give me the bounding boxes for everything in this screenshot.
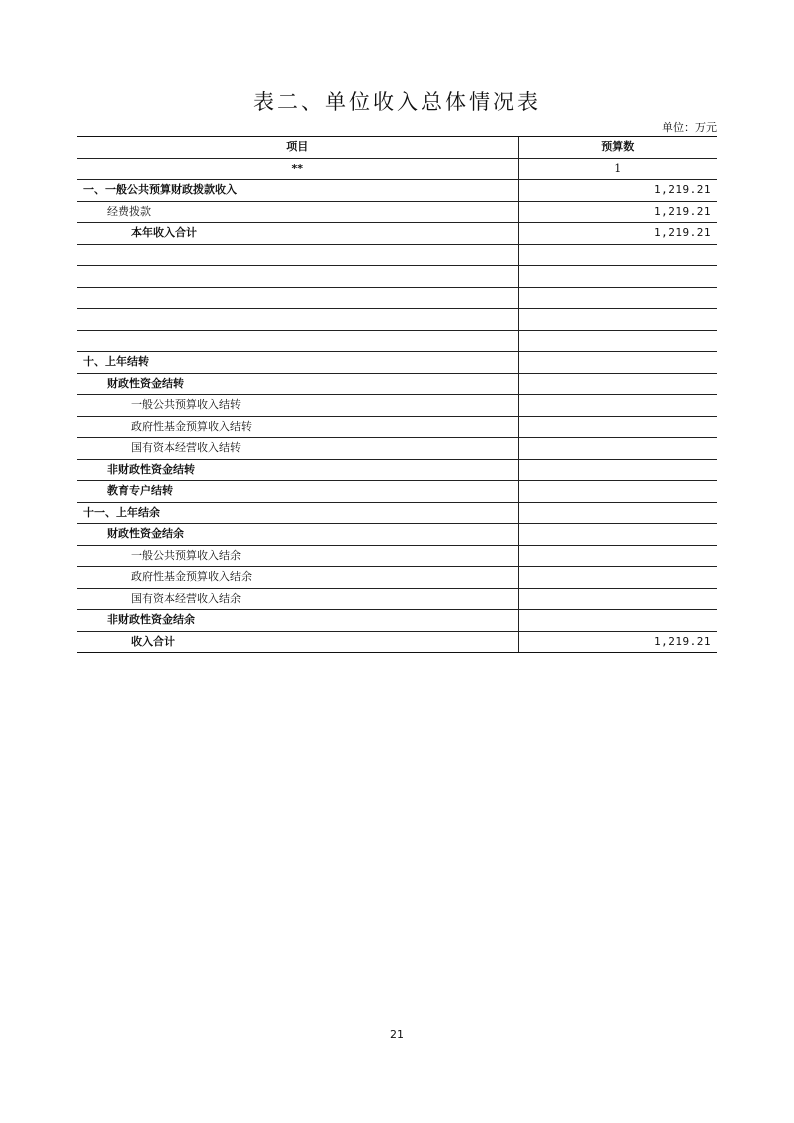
row-value: [518, 330, 717, 352]
row-label: 十一、上年结余: [77, 502, 518, 524]
page-number: 21: [390, 1028, 404, 1041]
row-value: [518, 545, 717, 567]
table-row: [77, 223, 717, 245]
row-label: [77, 266, 518, 288]
table-row: [77, 631, 717, 653]
row-value: [518, 459, 717, 481]
page-title: 表二、单位收入总体情况表: [253, 90, 541, 114]
row-value: [518, 502, 717, 524]
row-value: [518, 588, 717, 610]
row-value: [518, 309, 717, 331]
row-label: 一般公共预算收入结余: [77, 545, 518, 567]
row-value: [518, 266, 717, 288]
row-label: 非财政性资金结转: [77, 459, 518, 481]
row-label: 国有资本经营收入结转: [77, 438, 518, 460]
row-value: [518, 287, 717, 309]
row-label: 政府性基金预算收入结转: [77, 416, 518, 438]
row-value: [518, 244, 717, 266]
row-value: [518, 438, 717, 460]
row-label: 政府性基金预算收入结余: [77, 567, 518, 589]
row-label: 非财政性资金结余: [77, 610, 518, 632]
row-value: [518, 395, 717, 417]
row-label: 十、上年结转: [77, 352, 518, 374]
row-label: [77, 330, 518, 352]
table-row: [77, 459, 717, 481]
row-value: 1,219.21: [518, 223, 717, 245]
row-label: 教育专户结转: [77, 481, 518, 503]
row-value: [518, 567, 717, 589]
table-row: [77, 502, 717, 524]
table-row: [77, 330, 717, 352]
row-label: [77, 287, 518, 309]
table-row: [77, 588, 717, 610]
table-row: [77, 416, 717, 438]
table-row: [77, 524, 717, 546]
table-row: [77, 180, 717, 202]
table-row: [77, 201, 717, 223]
row-label: 一般公共预算收入结转: [77, 395, 518, 417]
unit-label: 单位：万元: [662, 121, 717, 134]
row-value: 1: [518, 158, 717, 180]
table-row: [77, 373, 717, 395]
row-value: 1,219.21: [518, 201, 717, 223]
row-value: [518, 524, 717, 546]
table-row: [77, 244, 717, 266]
row-value: [518, 352, 717, 374]
row-label: 国有资本经营收入结余: [77, 588, 518, 610]
row-value: [518, 481, 717, 503]
table-row: [77, 545, 717, 567]
table-row: [77, 481, 717, 503]
column-header-budget: 预算数: [518, 137, 717, 159]
row-value: [518, 610, 717, 632]
table-row: [77, 395, 717, 417]
table-row: [77, 309, 717, 331]
table-row: [77, 438, 717, 460]
table-row: [77, 610, 717, 632]
row-value: [518, 373, 717, 395]
table-row: [77, 158, 717, 180]
row-label: 本年收入合计: [77, 223, 518, 245]
row-label: 一、一般公共预算财政拨款收入: [77, 180, 518, 202]
row-value: 1,219.21: [518, 180, 717, 202]
row-label: **: [77, 158, 518, 180]
row-label: 财政性资金结余: [77, 524, 518, 546]
row-label: 经费拨款: [77, 201, 518, 223]
table-row: [77, 266, 717, 288]
row-value: 1,219.21: [518, 631, 717, 653]
row-label: [77, 244, 518, 266]
row-label: [77, 309, 518, 331]
column-header-item: 项目: [77, 137, 518, 159]
row-label: 收入合计: [77, 631, 518, 653]
row-label: 财政性资金结转: [77, 373, 518, 395]
table-row: [77, 287, 717, 309]
row-value: [518, 416, 717, 438]
table-header-row: [77, 137, 717, 159]
income-summary-table: [77, 136, 717, 653]
table-row: [77, 567, 717, 589]
table-row: [77, 352, 717, 374]
